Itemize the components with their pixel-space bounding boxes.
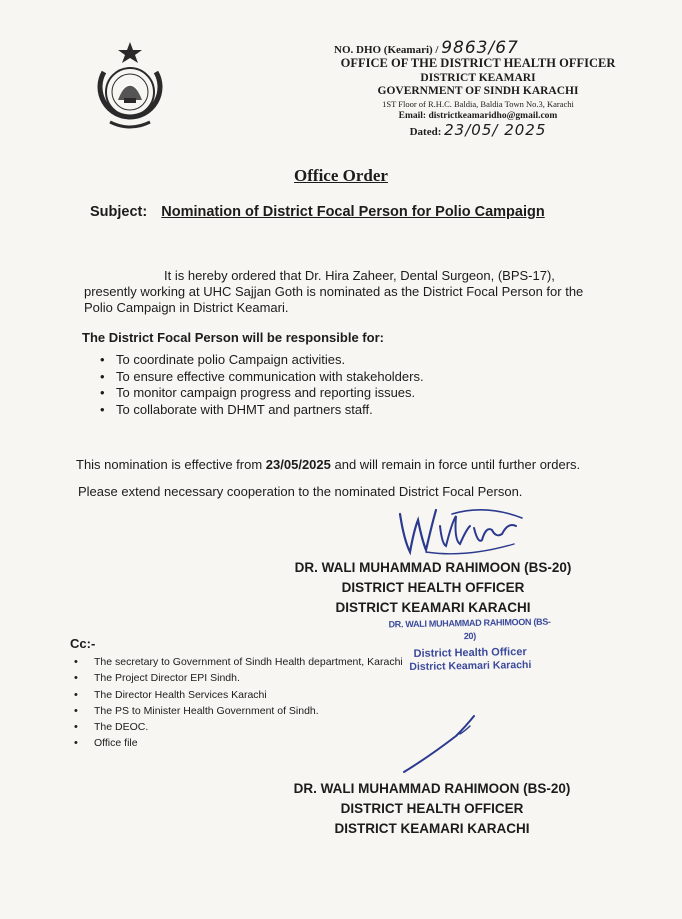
district-name: DISTRICT KEAMARI — [420, 72, 536, 84]
office-address: 1ST Floor of R.H.C. Baldia, Baldia Town No.3, Karachi — [382, 99, 574, 109]
effective-date: 23/05/2025 — [265, 457, 331, 472]
sindh-government-emblem-icon — [88, 40, 172, 136]
handwritten-ref-number: 9863/67 — [441, 38, 519, 58]
list-item: • To collaborate with DHMT and partners staff. — [100, 402, 424, 419]
signature-icon — [400, 712, 480, 778]
signatory-designation: DISTRICT HEALTH OFFICER — [341, 580, 525, 595]
reference-number: NO. DHO (Keamari) / 9863/67 — [334, 38, 519, 58]
list-item: • Office file — [74, 735, 403, 751]
subject-text: Nomination of District Focal Person for Polio Campaign — [161, 204, 545, 220]
cc-label: Cc:- — [70, 636, 96, 651]
signatory-location: DISTRICT KEAMARI KARACHI — [334, 821, 530, 836]
signatory-block — [262, 779, 602, 839]
subject-line — [90, 204, 545, 220]
signatory-designation: DISTRICT HEALTH OFFICER — [340, 801, 524, 816]
letterhead — [328, 38, 628, 139]
list-item: • The PS to Minister Health Government of Sindh. — [74, 703, 403, 719]
signatory-name: DR. WALI MUHAMMAD RAHIMOON (BS-20) — [294, 560, 572, 575]
cooperation-request: Please extend necessary cooperation to the nominated District Focal Person. — [78, 484, 523, 499]
list-item: • To monitor campaign progress and reporting issues. — [100, 385, 424, 402]
cc-list — [74, 654, 403, 752]
signature-icon — [396, 500, 526, 562]
order-paragraph: It is hereby ordered that Dr. Hira Zaheer, Dental Surgeon, (BPS-17), presently working at UHC Sajjan Goth is nominated as the District Focal Person for the Polio Campaign in District Keamari. — [84, 268, 584, 315]
list-item: • The Project Director EPI Sindh. — [74, 670, 403, 686]
page-title: Office Order — [294, 166, 388, 185]
dated-line: Dated: 23/05/ 2025 — [409, 121, 547, 139]
subject-label: Subject: — [90, 204, 148, 220]
government-name: GOVERNMENT OF SINDH KARACHI — [377, 85, 579, 97]
signatory-block — [263, 558, 603, 618]
signatory-location: DISTRICT KEAMARI KARACHI — [335, 600, 531, 615]
list-item: • The secretary to Government of Sindh Health department, Karachi — [74, 654, 403, 670]
responsibility-heading: The District Focal Person will be responsible for: — [82, 330, 384, 345]
list-item: • The DEOC. — [74, 719, 403, 735]
official-stamp: DR. WALI MUHAMMAD RAHIMOON (BS-20) District Health Officer District Keamari Karachi — [388, 616, 551, 674]
list-item: • To ensure effective communication with stakeholders. — [100, 369, 424, 386]
effective-statement: This nomination is effective from 23/05/2025 and will remain in force until further orders. — [76, 457, 581, 472]
duties-list — [100, 352, 424, 418]
office-name: OFFICE OF THE DISTRICT HEALTH OFFICER — [340, 56, 616, 70]
handwritten-date: 23/05/ 2025 — [444, 121, 547, 139]
signatory-name: DR. WALI MUHAMMAD RAHIMOON (BS-20) — [293, 781, 571, 796]
list-item: • To coordinate polio Campaign activities. — [100, 352, 424, 369]
list-item: • The Director Health Services Karachi — [74, 687, 403, 703]
office-email: Email: districtkeamaridho@gmail.com — [398, 111, 558, 121]
